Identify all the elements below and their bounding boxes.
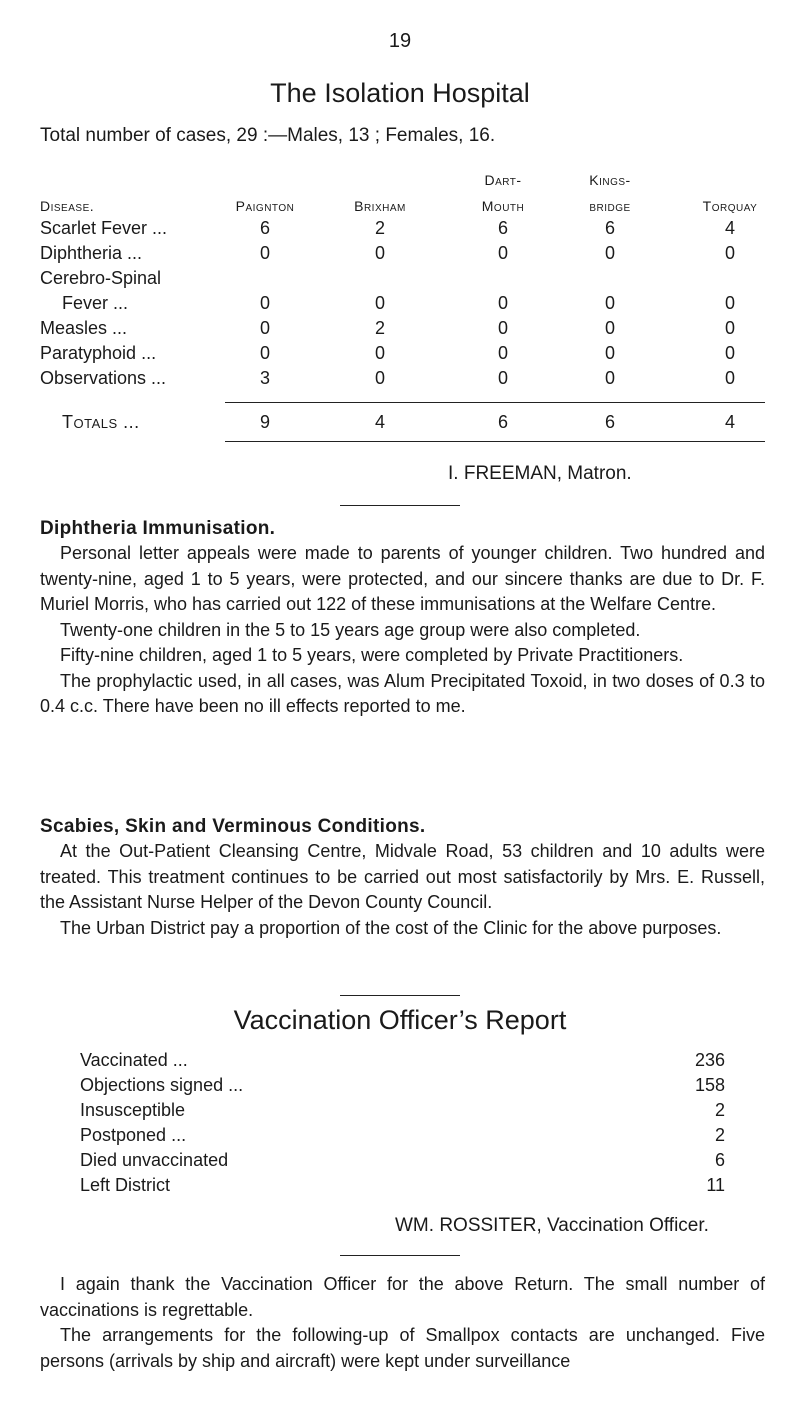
col-head-paignton: Paignton xyxy=(235,198,295,214)
table-cell: 0 xyxy=(374,293,385,313)
paragraph: Twenty-one children in the 5 to 15 years age group were also completed. xyxy=(60,619,641,640)
vaccination-label: Left District xyxy=(80,1175,171,1195)
row-label-cerebro-spinal-2: Fever ... xyxy=(62,293,129,313)
paragraph: I again thank the Vaccination Officer for the above Return. The small number of vaccinations is regrettable. xyxy=(40,1274,765,1320)
total-cases-line: Total number of cases, 29 :—Males, 13 ; Females, 16. xyxy=(40,125,496,146)
vaccination-value: 158 xyxy=(694,1075,725,1095)
table-cell: 2 xyxy=(374,318,385,338)
table-cell: 0 xyxy=(374,343,385,363)
row-label-diphtheria: Diphtheria ... xyxy=(40,243,143,263)
table-cell: 0 xyxy=(604,243,615,263)
table-cell: 0 xyxy=(497,243,508,263)
table-cell: 0 xyxy=(724,368,735,388)
vaccination-value: 6 xyxy=(714,1150,725,1170)
table-cell: 0 xyxy=(374,243,385,263)
col-head-kingsbridge-2: bridge xyxy=(589,198,631,214)
col-head-brixham: Brixham xyxy=(354,198,406,214)
section-divider xyxy=(340,995,460,996)
table-cell: 6 xyxy=(259,218,270,238)
table-cell: 4 xyxy=(724,218,735,238)
col-head-kingsbridge-1: Kings- xyxy=(589,172,631,188)
col-head-disease: Disease. xyxy=(40,198,95,214)
row-label-scarlet-fever: Scarlet Fever ... xyxy=(40,218,168,238)
table-cell: 0 xyxy=(604,343,615,363)
closing-body xyxy=(40,1272,765,1374)
scabies-body xyxy=(40,839,765,941)
paragraph: Personal letter appeals were made to parents of younger children. Two hundred and twenty-nine, aged 1 to 5 years, were protected, and our sincere thanks are due to Dr. F. Muriel Morris, who has carried out 122 of these immunisations at the Welfare Centre. xyxy=(40,543,765,614)
vaccination-title: Vaccination Officer’s Report xyxy=(233,1005,567,1035)
totals-top-rule xyxy=(225,402,765,403)
section-divider xyxy=(340,1255,460,1256)
table-cell: 0 xyxy=(497,368,508,388)
table-cell: 0 xyxy=(497,293,508,313)
paragraph: At the Out-Patient Cleansing Centre, Midvale Road, 53 children and 10 adults were treated. This treatment continues to be carried out most satisfactorily by Mrs. E. Russell, the Assistant Nurse Helper of the Devon County Council. xyxy=(40,841,765,912)
paragraph: Fifty-nine children, aged 1 to 5 years, were completed by Private Practitioners. xyxy=(60,645,684,665)
total-cell: 9 xyxy=(259,412,270,432)
vaccination-officer-signature: WM. ROSSITER, Vaccination Officer. xyxy=(395,1215,709,1236)
table-cell: 0 xyxy=(724,318,735,338)
col-head-dartmouth-1: Dart- xyxy=(484,172,522,188)
row-label-paratyphoid: Paratyphoid ... xyxy=(40,343,157,363)
table-cell: 0 xyxy=(497,343,508,363)
table-cell: 2 xyxy=(374,218,385,238)
total-cell: 4 xyxy=(374,412,385,432)
table-cell: 6 xyxy=(497,218,508,238)
table-cell: 0 xyxy=(724,343,735,363)
total-cell: 4 xyxy=(724,412,735,432)
total-cell: 6 xyxy=(497,412,508,432)
section-divider xyxy=(340,505,460,506)
paragraph: The Urban District pay a proportion of the cost of the Clinic for the above purposes. xyxy=(60,917,722,938)
table-cell: 0 xyxy=(374,368,385,388)
vaccination-label: Postponed ... xyxy=(80,1125,187,1145)
vaccination-label: Died unvaccinated xyxy=(80,1150,229,1170)
row-label-cerebro-spinal-1: Cerebro-Spinal xyxy=(40,268,162,288)
matron-signature: I. FREEMAN, Matron. xyxy=(448,463,632,484)
table-cell: 0 xyxy=(604,293,615,313)
table-cell: 6 xyxy=(604,218,615,238)
row-label-measles: Measles ... xyxy=(40,318,128,338)
vaccination-label: Insusceptible xyxy=(80,1100,186,1120)
vaccination-label: Objections signed ... xyxy=(80,1075,244,1095)
table-cell: 0 xyxy=(259,343,270,363)
vaccination-value: 11 xyxy=(706,1175,725,1195)
table-cell: 0 xyxy=(724,243,735,263)
table-cell: 0 xyxy=(259,243,270,263)
totals-bottom-rule xyxy=(225,441,765,442)
table-cell: 0 xyxy=(497,318,508,338)
col-head-torquay: Torquay xyxy=(702,198,758,214)
isolation-title: The Isolation Hospital xyxy=(270,78,530,108)
diphtheria-body xyxy=(40,541,765,720)
paragraph: The arrangements for the following-up of Smallpox contacts are unchanged. Five persons (arrivals by ship and aircraft) were kept under surveillance xyxy=(40,1325,765,1371)
scabies-heading: Scabies, Skin and Verminous Conditions. xyxy=(40,816,426,837)
table-cell: 3 xyxy=(259,368,270,388)
page-number: 19 xyxy=(388,30,412,52)
table-cell: 0 xyxy=(259,293,270,313)
table-cell: 0 xyxy=(604,368,615,388)
vaccination-label: Vaccinated ... xyxy=(80,1050,188,1070)
paragraph: The prophylactic used, in all cases, was Alum Precipitated Toxoid, in two doses of 0.3 to 0.4 c.c. There have been no ill effects reported to me. xyxy=(40,670,765,716)
table-cell: 0 xyxy=(604,318,615,338)
vaccination-value: 236 xyxy=(694,1050,725,1070)
vaccination-value: 2 xyxy=(714,1100,725,1120)
col-head-dartmouth-2: Mouth xyxy=(481,198,525,214)
table-cell: 0 xyxy=(259,318,270,338)
vaccination-value: 2 xyxy=(714,1125,725,1145)
table-cell: 0 xyxy=(724,293,735,313)
total-cell: 6 xyxy=(604,412,615,432)
row-label-observations: Observations ... xyxy=(40,368,167,388)
diphtheria-heading: Diphtheria Immunisation. xyxy=(40,518,276,539)
row-label-totals: Totals ... xyxy=(62,412,140,432)
